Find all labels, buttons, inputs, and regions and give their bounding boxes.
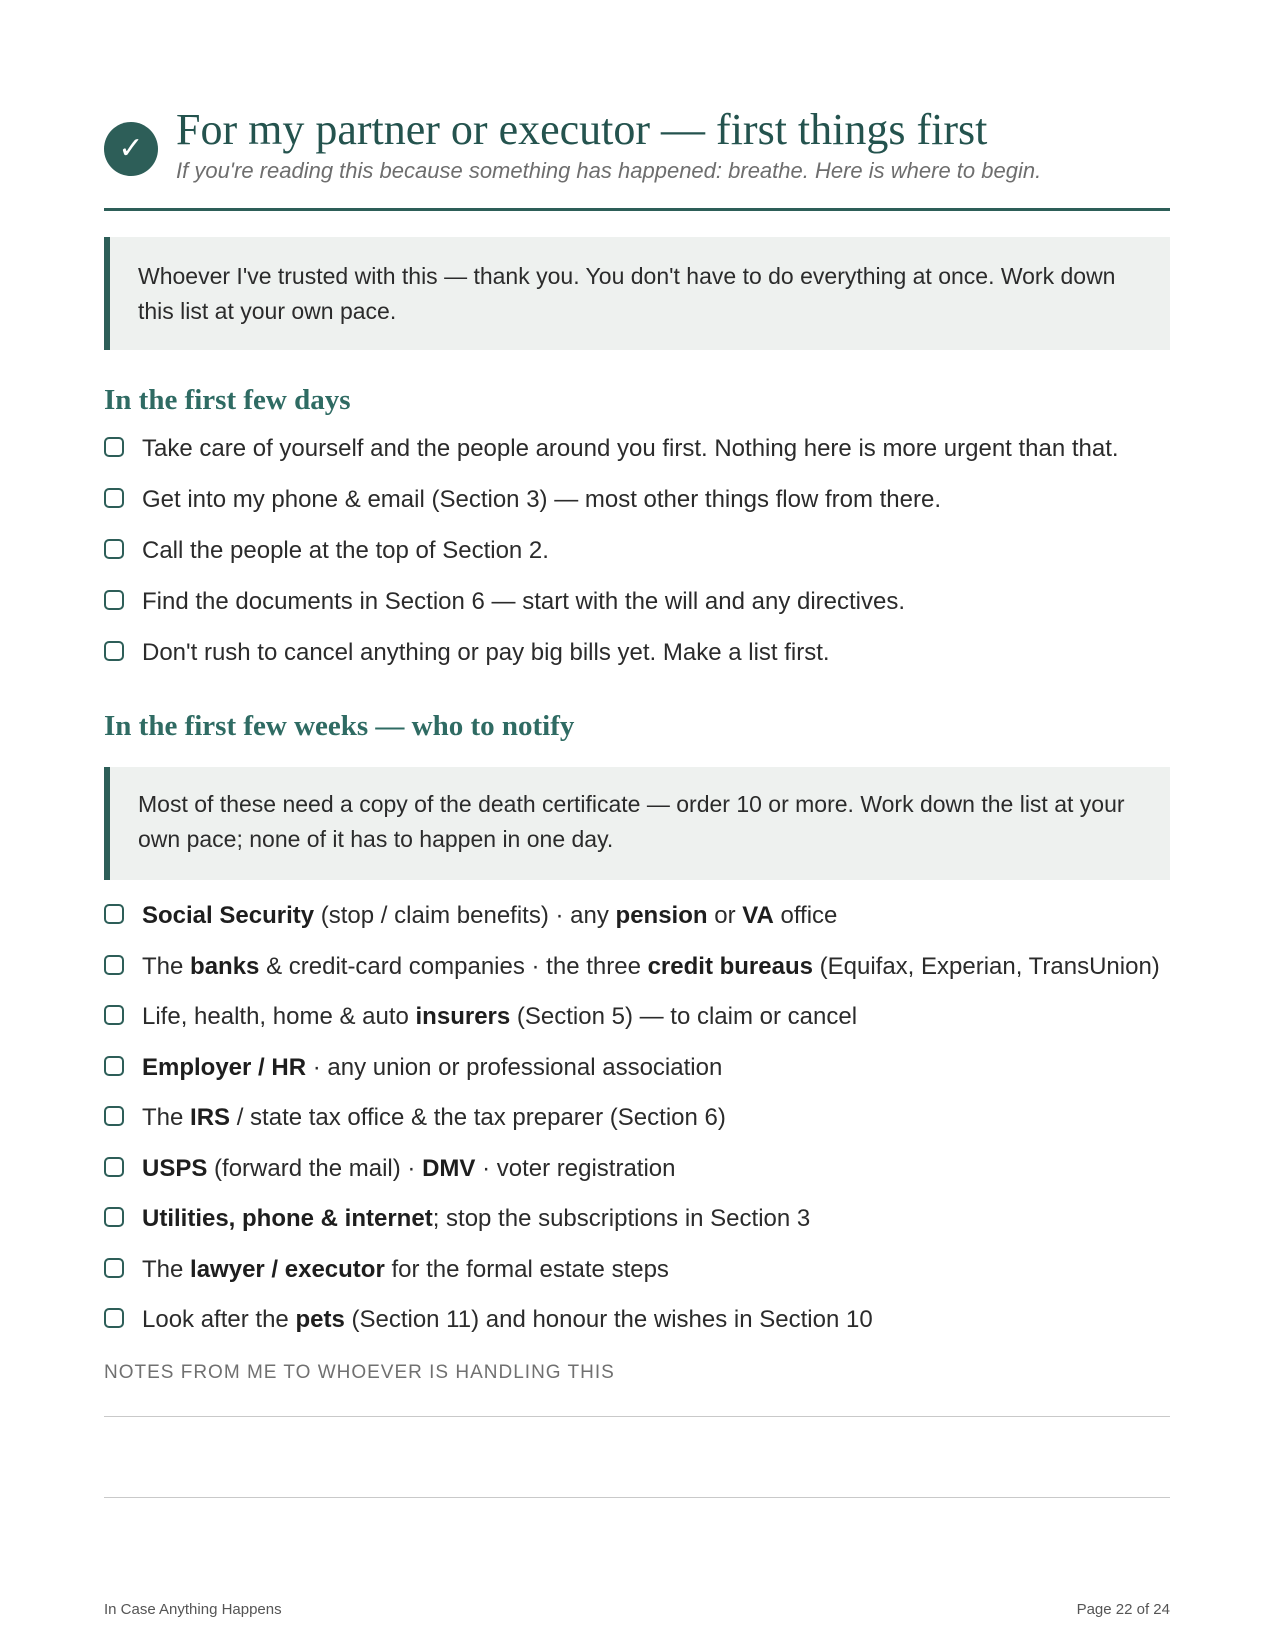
checklist-item-text: [142, 902, 837, 930]
item-text-segment: The: [142, 1104, 191, 1131]
emphasis-text: IRS: [190, 1104, 231, 1131]
page-header: [104, 100, 1170, 210]
checklist-item: [104, 435, 1170, 486]
item-text-segment: · any union or professional association: [306, 1053, 723, 1081]
item-text-segment: The: [142, 952, 191, 980]
item-text-segment: / state tax office & the tax preparer (Section 6): [230, 1104, 726, 1131]
emphasis-text: credit bureaus: [647, 952, 813, 980]
checkbox[interactable]: [104, 641, 124, 661]
checkbox[interactable]: [104, 1308, 124, 1328]
checklist-item: [104, 1155, 1170, 1206]
checklist-item: [104, 1054, 1170, 1105]
checklist-item-text: [142, 1306, 873, 1334]
checklist-item: [104, 1306, 1170, 1357]
item-text-segment: · voter registration: [475, 1154, 676, 1182]
item-text-segment: or: [707, 902, 743, 929]
item-text-segment: (Section 11) and honour the wishes in Section 10: [344, 1306, 873, 1333]
page-title: For my partner or executor — first things first: [176, 105, 988, 154]
notify-callout: Most of these need a copy of the death certificate — order 10 or more. Work down the list at your own pace; none of it has to happen in one day.: [104, 767, 1170, 880]
checklist-item-text: [142, 537, 549, 565]
checklist-item-text: [142, 1205, 810, 1233]
item-text-segment: Call the people at the top of Section 2.: [142, 537, 549, 564]
note-line: [104, 1497, 1170, 1498]
item-text-segment: (forward the mail) ·: [207, 1154, 423, 1182]
checkbox[interactable]: [104, 1005, 124, 1025]
checklist-item: [104, 486, 1170, 537]
footer-document-title: In Case Anything Happens: [104, 1601, 282, 1618]
checklist-who-to-notify: [104, 902, 1170, 1357]
checklist-item-text: [142, 1256, 669, 1284]
item-text-segment: The: [142, 1255, 191, 1283]
item-text-segment: Get into my phone & email (Section 3) — most other things flow from there.: [142, 486, 942, 513]
item-text-segment: Take care of yourself and the people around you first. Nothing here is more urgent than that.: [142, 435, 1119, 462]
item-text-segment: ; stop the subscriptions in Section 3: [432, 1205, 811, 1232]
checkbox[interactable]: [104, 488, 124, 508]
item-text-segment: Find the documents in Section 6 — start with the will and any directives.: [142, 588, 906, 615]
note-line: [104, 1416, 1170, 1417]
item-text-segment: Don't rush to cancel anything or pay big bills yet. Make a list first.: [142, 639, 830, 666]
emphasis-text: Employer / HR: [142, 1053, 307, 1081]
emphasis-text: USPS: [142, 1154, 208, 1182]
checkbox[interactable]: [104, 590, 124, 610]
checklist-item: [104, 902, 1170, 953]
emphasis-text: VA: [742, 902, 774, 929]
checkbox[interactable]: [104, 1056, 124, 1076]
checkbox[interactable]: [104, 1157, 124, 1177]
emphasis-text: lawyer / executor: [190, 1255, 385, 1283]
checklist-item: [104, 537, 1170, 588]
emphasis-text: pets: [295, 1306, 345, 1333]
checkbox[interactable]: [104, 1106, 124, 1126]
checklist-item: [104, 1256, 1170, 1307]
item-text-segment: (stop / claim benefits) · any: [314, 902, 616, 929]
checklist-item-text: [142, 1104, 726, 1132]
checkbox[interactable]: [104, 1207, 124, 1227]
checklist-item-text: [142, 435, 1119, 463]
emphasis-text: banks: [190, 952, 260, 980]
checklist-item: [104, 953, 1170, 1004]
checklist-item: [104, 588, 1170, 639]
checklist-first-days: [104, 435, 1170, 690]
checkbox[interactable]: [104, 955, 124, 975]
checklist-item-text: [142, 1003, 857, 1031]
emphasis-text: pension: [615, 902, 708, 929]
item-text-segment: & credit-card companies · the three: [259, 952, 648, 980]
item-text-segment: office: [773, 902, 838, 929]
footer-page-number: Page 22 of 24: [1076, 1601, 1170, 1618]
item-text-segment: for the formal estate steps: [384, 1255, 669, 1283]
checklist-item: [104, 1205, 1170, 1256]
checklist-item: [104, 639, 1170, 690]
item-text-segment: (Equifax, Experian, TransUnion): [812, 952, 1160, 980]
emphasis-text: Social Security: [142, 902, 315, 929]
intro-callout: Whoever I've trusted with this — thank you. You don't have to do everything at once. Work down this list at your own pace.: [104, 237, 1170, 350]
page-subtitle: If you're reading this because something has happened: breathe. Here is where to begin.: [176, 158, 1042, 183]
checkmark-icon: ✓: [104, 122, 158, 176]
emphasis-text: DMV: [422, 1154, 476, 1182]
checkbox[interactable]: [104, 904, 124, 924]
item-text-segment: Life, health, home & auto: [142, 1003, 416, 1030]
section-heading-first-days: In the first few days: [104, 384, 351, 416]
checklist-item-text: [142, 639, 830, 667]
section-heading-first-weeks: In the first few weeks — who to notify: [104, 710, 575, 742]
emphasis-text: insurers: [415, 1003, 511, 1030]
checklist-item-text: [142, 1155, 676, 1183]
checklist-item-text: [142, 486, 941, 514]
emphasis-text: Utilities, phone & internet: [142, 1205, 433, 1232]
checkbox[interactable]: [104, 539, 124, 559]
checklist-item-text: [142, 953, 1160, 981]
checklist-item-text: [142, 588, 905, 616]
notes-label: NOTES FROM ME TO WHOEVER IS HANDLING THIS: [104, 1362, 615, 1383]
checkbox[interactable]: [104, 1258, 124, 1278]
item-text-segment: Look after the: [142, 1306, 296, 1333]
checklist-item: [104, 1104, 1170, 1155]
item-text-segment: (Section 5) — to claim or cancel: [510, 1003, 858, 1030]
checklist-item-text: [142, 1054, 722, 1082]
checklist-item: [104, 1003, 1170, 1054]
checkbox[interactable]: [104, 437, 124, 457]
header-divider: [104, 208, 1170, 211]
